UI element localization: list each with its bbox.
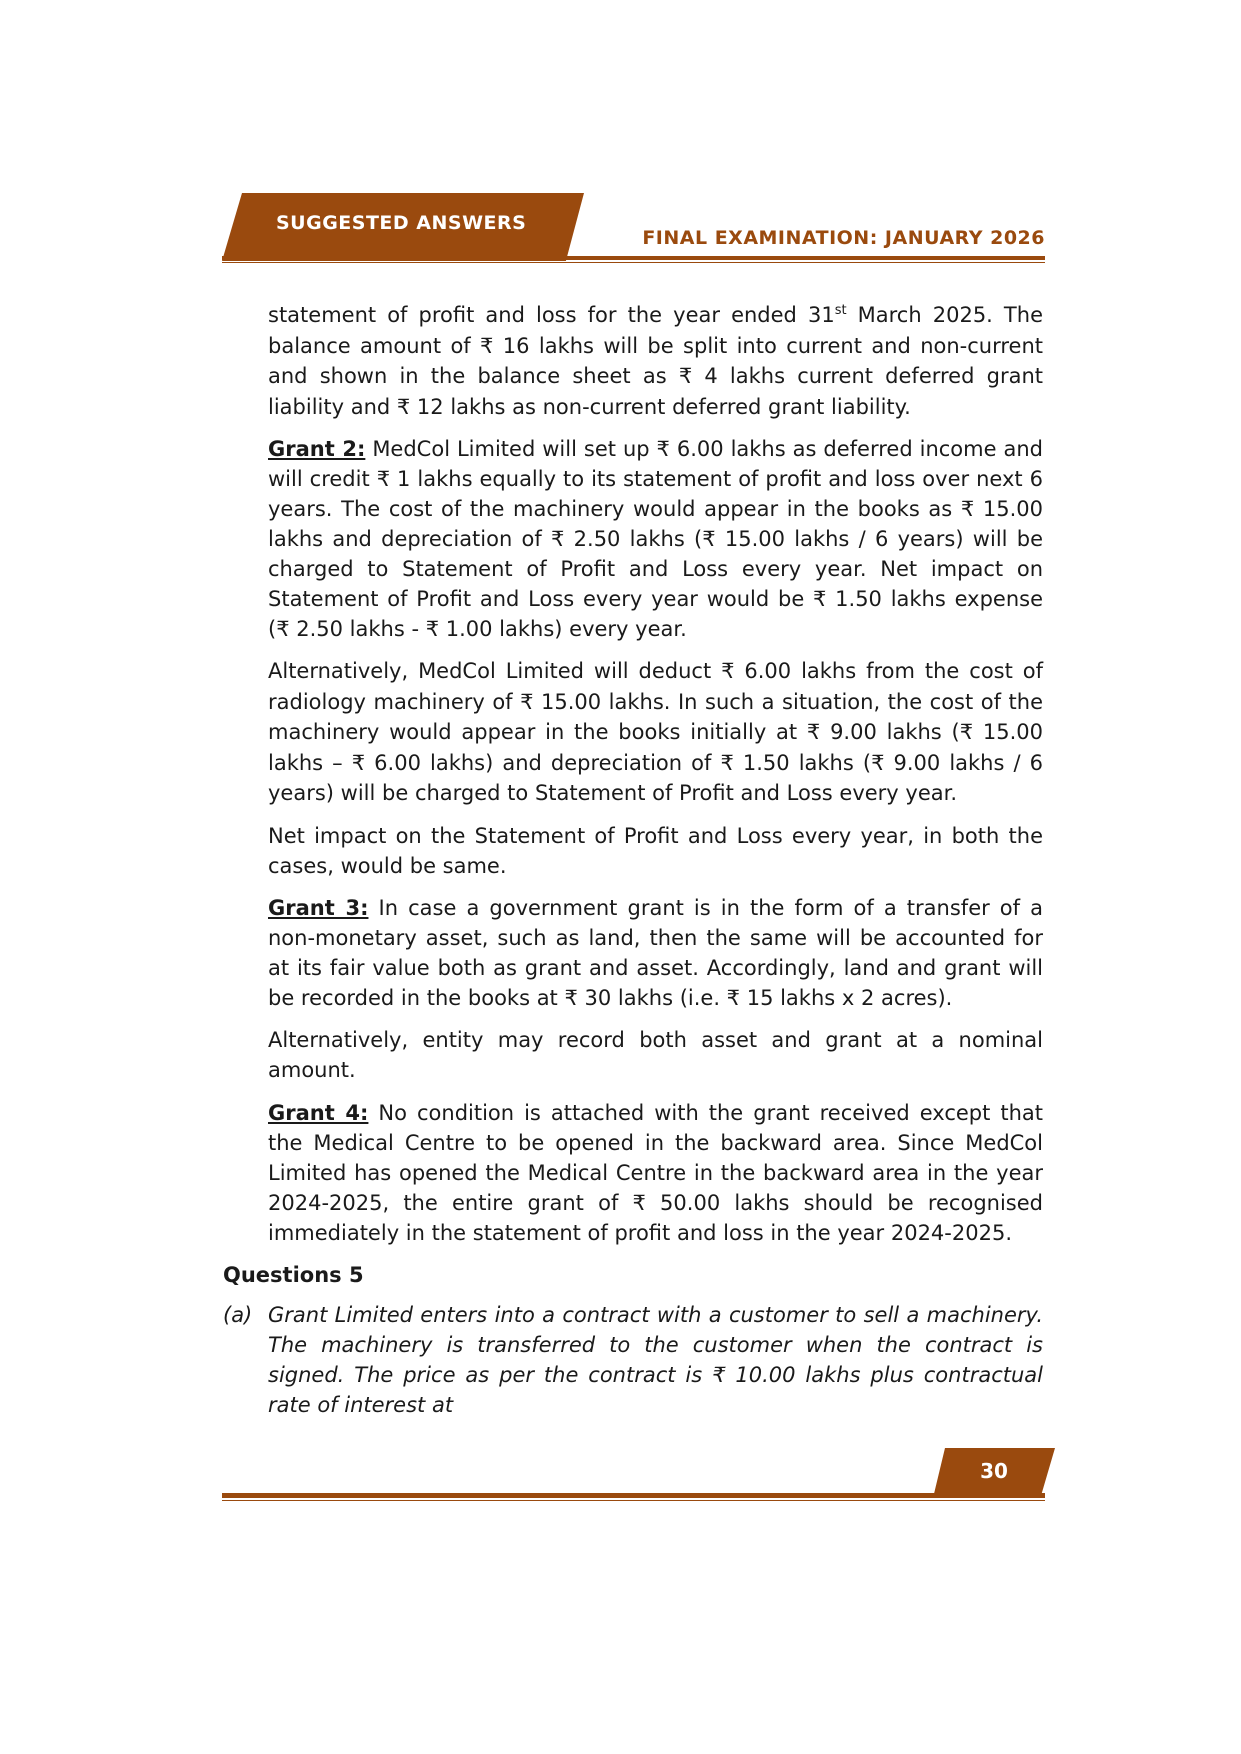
footer-rule-thin — [222, 1500, 1045, 1501]
question-marker: (a) — [223, 1303, 253, 1327]
paragraph-alternative-1: Alternatively, MedCol Limited will deduct ₹ 6.00 lakhs from the cost of radiology machinery of ₹ 15.00 lakhs. In such a situation, the cost of the machinery would appear in the books initially at ₹ 9.00 lakhs (₹ 15.00 lakhs – ₹ 6.00 lakhs) and depreciation of ₹ 1.50 lakhs (₹ 9.00 lakhs / 6 years) will be charged to Statement of Profit and Loss every year. — [268, 659, 1043, 805]
page-number: 30 — [980, 1459, 1008, 1483]
header-rule-thick — [222, 256, 1045, 260]
paragraph-grant2: Grant 2: MedCol Limited will set up ₹ 6.00 lakhs as deferred income and will credit ₹ 1 lakhs equally to its statement of profit and loss over next 6 years. The cost of the machinery would appear in the books as ₹ 15.00 lakhs and depreciation of ₹ 2.50 lakhs (₹ 15.00 lakhs / 6 years) will be charged to Statement of Profit and Loss every year. Net impact on Statement of Profit and Loss every year would be ₹ 1.50 lakhs expense (₹ 2.50 lakhs - ₹ 1.00 lakhs) every year. — [268, 437, 1043, 641]
paragraph-grant4: Grant 4: No condition is attached with the grant received except that the Medical Centre to be opened in the backward area. Since MedCol Limited has opened the Medical Centre in the backward area in the year 2024-2025, the entire grant of ₹ 50.00 lakhs should be recognised immediately in the statement of profit and loss in the year 2024-2025. — [268, 1100, 1043, 1245]
grant3-label: Grant 3: — [268, 895, 369, 920]
paragraph-net-impact: Net impact on the Statement of Profit and Loss every year, in both the cases, would be same. — [268, 823, 1043, 878]
paragraph-grant1-continued: statement of profit and loss for the year ended 31st March 2025. The balance amount of ₹ 16 lakhs will be split into current and non-current and shown in the balance sheet as ₹ 4 lakhs current deferred grant liability and ₹ 12 lakhs as non-current deferred grant liability. — [268, 303, 1043, 419]
paragraph-grant3: Grant 3: In case a government grant is in the form of a transfer of a non-monetary asset, such as land, then the same will be accounted for at its fair value both as grant and asset. Accordingly, land and grant will be recorded in the books at ₹ 30 lakhs (i.e. ₹ 15 lakhs x 2 acres). — [268, 895, 1043, 1010]
questions-heading: Questions 5 — [223, 1262, 364, 1287]
header-section-label: SUGGESTED ANSWERS — [276, 212, 527, 234]
header-exam-title: FINAL EXAMINATION: JANUARY 2026 — [642, 227, 1045, 249]
question-5a: (a) Grant Limited enters into a contract with a customer to sell a machinery. The machinery is transferred to the customer when the contract is signed. The price as per the contract is ₹ 10.00 lakhs plus contractual rate of interest at — [268, 1300, 1043, 1420]
page-content — [223, 300, 1043, 1432]
grant4-label: Grant 4: — [268, 1100, 369, 1125]
paragraph-alternative-2: Alternatively, entity may record both asset and grant at a nominal amount. — [268, 1027, 1043, 1082]
header-rule-thin — [222, 262, 1045, 263]
footer-rule-thick — [222, 1493, 1045, 1498]
grant2-label: Grant 2: — [268, 437, 366, 461]
